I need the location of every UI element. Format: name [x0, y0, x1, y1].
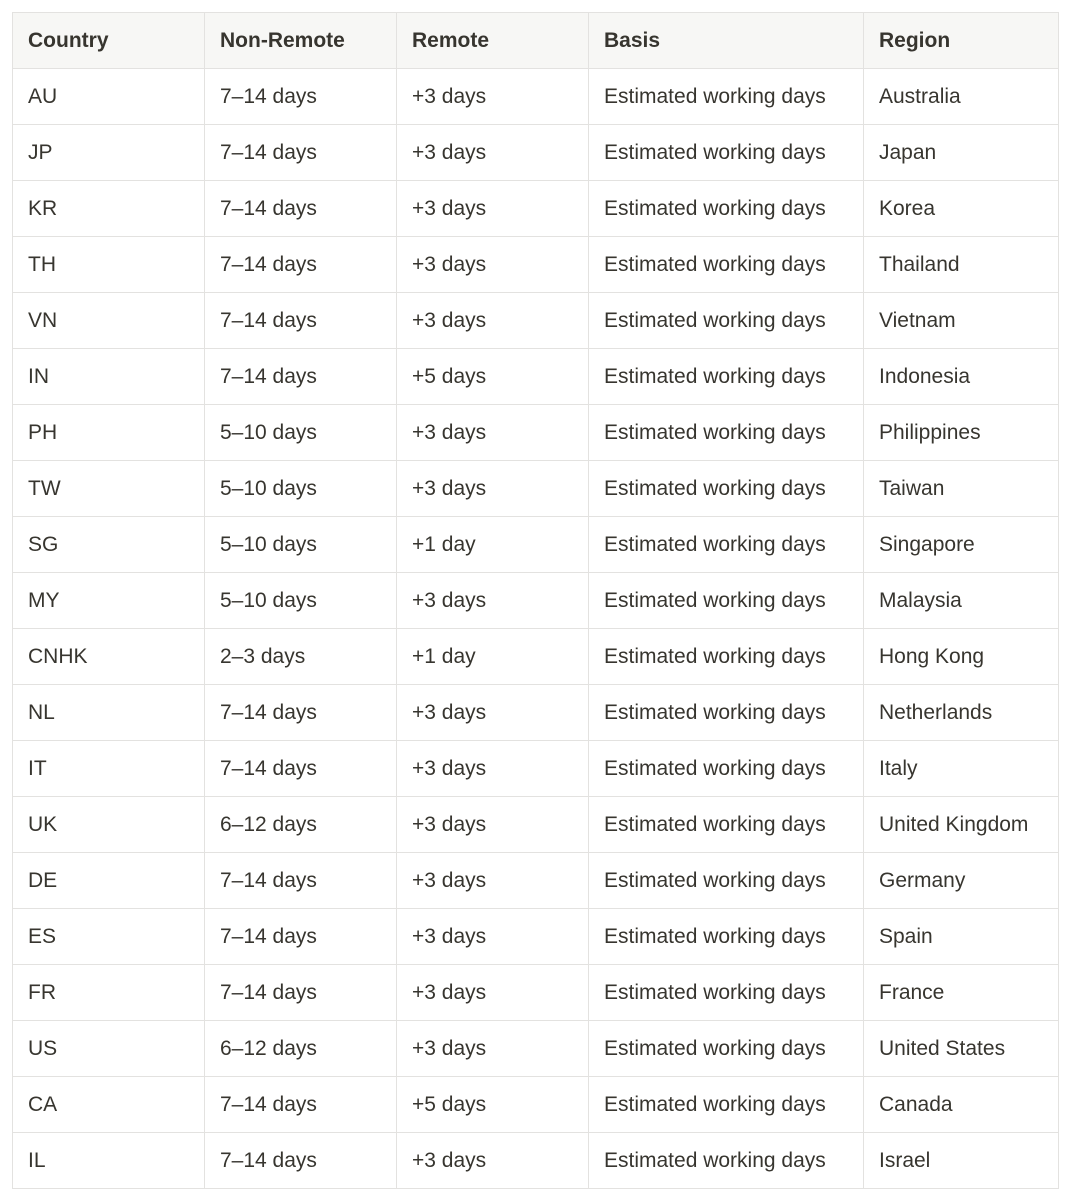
region-cell: France	[864, 965, 1059, 1021]
country-cell: TH	[13, 237, 205, 293]
basis-cell: Estimated working days	[589, 461, 864, 517]
region-cell: Canada	[864, 1077, 1059, 1133]
country-cell: AU	[13, 69, 205, 125]
country-cell: US	[13, 1021, 205, 1077]
remote-cell: +1 day	[397, 629, 589, 685]
non-remote-cell: 7–14 days	[205, 293, 397, 349]
country-cell: PH	[13, 405, 205, 461]
remote-cell: +3 days	[397, 685, 589, 741]
non-remote-cell: 7–14 days	[205, 685, 397, 741]
basis-cell: Estimated working days	[589, 1021, 864, 1077]
country-cell: IN	[13, 349, 205, 405]
non-remote-cell: 7–14 days	[205, 181, 397, 237]
header-country: Country	[13, 13, 205, 69]
basis-cell: Estimated working days	[589, 909, 864, 965]
region-cell: Philippines	[864, 405, 1059, 461]
region-cell: Vietnam	[864, 293, 1059, 349]
table-row	[13, 741, 1059, 797]
table-row	[13, 909, 1059, 965]
region-cell: Spain	[864, 909, 1059, 965]
header-non-remote: Non-Remote	[205, 13, 397, 69]
remote-cell: +3 days	[397, 237, 589, 293]
table-row	[13, 405, 1059, 461]
non-remote-cell: 7–14 days	[205, 909, 397, 965]
table-row	[13, 853, 1059, 909]
table-row	[13, 237, 1059, 293]
header-basis: Basis	[589, 13, 864, 69]
region-cell: Netherlands	[864, 685, 1059, 741]
country-cell: ES	[13, 909, 205, 965]
non-remote-cell: 7–14 days	[205, 69, 397, 125]
basis-cell: Estimated working days	[589, 685, 864, 741]
country-cell: UK	[13, 797, 205, 853]
basis-cell: Estimated working days	[589, 965, 864, 1021]
shipping-times-table	[12, 12, 1059, 1189]
country-cell: SG	[13, 517, 205, 573]
region-cell: Hong Kong	[864, 629, 1059, 685]
remote-cell: +3 days	[397, 69, 589, 125]
non-remote-cell: 7–14 days	[205, 741, 397, 797]
basis-cell: Estimated working days	[589, 629, 864, 685]
remote-cell: +3 days	[397, 461, 589, 517]
non-remote-cell: 7–14 days	[205, 853, 397, 909]
remote-cell: +1 day	[397, 517, 589, 573]
region-cell: Taiwan	[864, 461, 1059, 517]
country-cell: CA	[13, 1077, 205, 1133]
non-remote-cell: 5–10 days	[205, 517, 397, 573]
non-remote-cell: 6–12 days	[205, 1021, 397, 1077]
non-remote-cell: 7–14 days	[205, 125, 397, 181]
table-row	[13, 629, 1059, 685]
basis-cell: Estimated working days	[589, 797, 864, 853]
remote-cell: +3 days	[397, 1133, 589, 1189]
region-cell: Indonesia	[864, 349, 1059, 405]
basis-cell: Estimated working days	[589, 517, 864, 573]
remote-cell: +3 days	[397, 965, 589, 1021]
region-cell: United States	[864, 1021, 1059, 1077]
country-cell: DE	[13, 853, 205, 909]
basis-cell: Estimated working days	[589, 349, 864, 405]
country-cell: JP	[13, 125, 205, 181]
non-remote-cell: 2–3 days	[205, 629, 397, 685]
table-row	[13, 181, 1059, 237]
region-cell: Australia	[864, 69, 1059, 125]
remote-cell: +5 days	[397, 349, 589, 405]
basis-cell: Estimated working days	[589, 853, 864, 909]
non-remote-cell: 7–14 days	[205, 237, 397, 293]
region-cell: Thailand	[864, 237, 1059, 293]
region-cell: Singapore	[864, 517, 1059, 573]
table-row	[13, 349, 1059, 405]
country-cell: FR	[13, 965, 205, 1021]
remote-cell: +3 days	[397, 181, 589, 237]
non-remote-cell: 7–14 days	[205, 965, 397, 1021]
basis-cell: Estimated working days	[589, 1077, 864, 1133]
basis-cell: Estimated working days	[589, 237, 864, 293]
remote-cell: +5 days	[397, 1077, 589, 1133]
table-row	[13, 965, 1059, 1021]
header-remote: Remote	[397, 13, 589, 69]
non-remote-cell: 7–14 days	[205, 1077, 397, 1133]
basis-cell: Estimated working days	[589, 181, 864, 237]
table-row	[13, 293, 1059, 349]
country-cell: IT	[13, 741, 205, 797]
country-cell: IL	[13, 1133, 205, 1189]
country-cell: KR	[13, 181, 205, 237]
table-row	[13, 1133, 1059, 1189]
region-cell: United Kingdom	[864, 797, 1059, 853]
country-cell: VN	[13, 293, 205, 349]
non-remote-cell: 7–14 days	[205, 349, 397, 405]
region-cell: Germany	[864, 853, 1059, 909]
remote-cell: +3 days	[397, 293, 589, 349]
table-row	[13, 69, 1059, 125]
basis-cell: Estimated working days	[589, 573, 864, 629]
country-cell: TW	[13, 461, 205, 517]
country-cell: NL	[13, 685, 205, 741]
table-row	[13, 685, 1059, 741]
table-row	[13, 125, 1059, 181]
region-cell: Korea	[864, 181, 1059, 237]
non-remote-cell: 5–10 days	[205, 461, 397, 517]
remote-cell: +3 days	[397, 405, 589, 461]
non-remote-cell: 5–10 days	[205, 405, 397, 461]
basis-cell: Estimated working days	[589, 741, 864, 797]
region-cell: Japan	[864, 125, 1059, 181]
non-remote-cell: 5–10 days	[205, 573, 397, 629]
remote-cell: +3 days	[397, 797, 589, 853]
remote-cell: +3 days	[397, 573, 589, 629]
non-remote-cell: 7–14 days	[205, 1133, 397, 1189]
region-cell: Malaysia	[864, 573, 1059, 629]
table-row	[13, 797, 1059, 853]
table-header-row	[13, 13, 1059, 69]
basis-cell: Estimated working days	[589, 69, 864, 125]
remote-cell: +3 days	[397, 853, 589, 909]
header-region: Region	[864, 13, 1059, 69]
region-cell: Israel	[864, 1133, 1059, 1189]
basis-cell: Estimated working days	[589, 1133, 864, 1189]
country-cell: MY	[13, 573, 205, 629]
basis-cell: Estimated working days	[589, 293, 864, 349]
basis-cell: Estimated working days	[589, 405, 864, 461]
country-cell: CNHK	[13, 629, 205, 685]
table-row	[13, 517, 1059, 573]
table-body	[13, 69, 1059, 1189]
table-row	[13, 1077, 1059, 1133]
table-row	[13, 461, 1059, 517]
table-row	[13, 573, 1059, 629]
region-cell: Italy	[864, 741, 1059, 797]
table-wrapper	[12, 12, 1059, 1189]
non-remote-cell: 6–12 days	[205, 797, 397, 853]
basis-cell: Estimated working days	[589, 125, 864, 181]
remote-cell: +3 days	[397, 741, 589, 797]
remote-cell: +3 days	[397, 1021, 589, 1077]
table-row	[13, 1021, 1059, 1077]
remote-cell: +3 days	[397, 125, 589, 181]
remote-cell: +3 days	[397, 909, 589, 965]
